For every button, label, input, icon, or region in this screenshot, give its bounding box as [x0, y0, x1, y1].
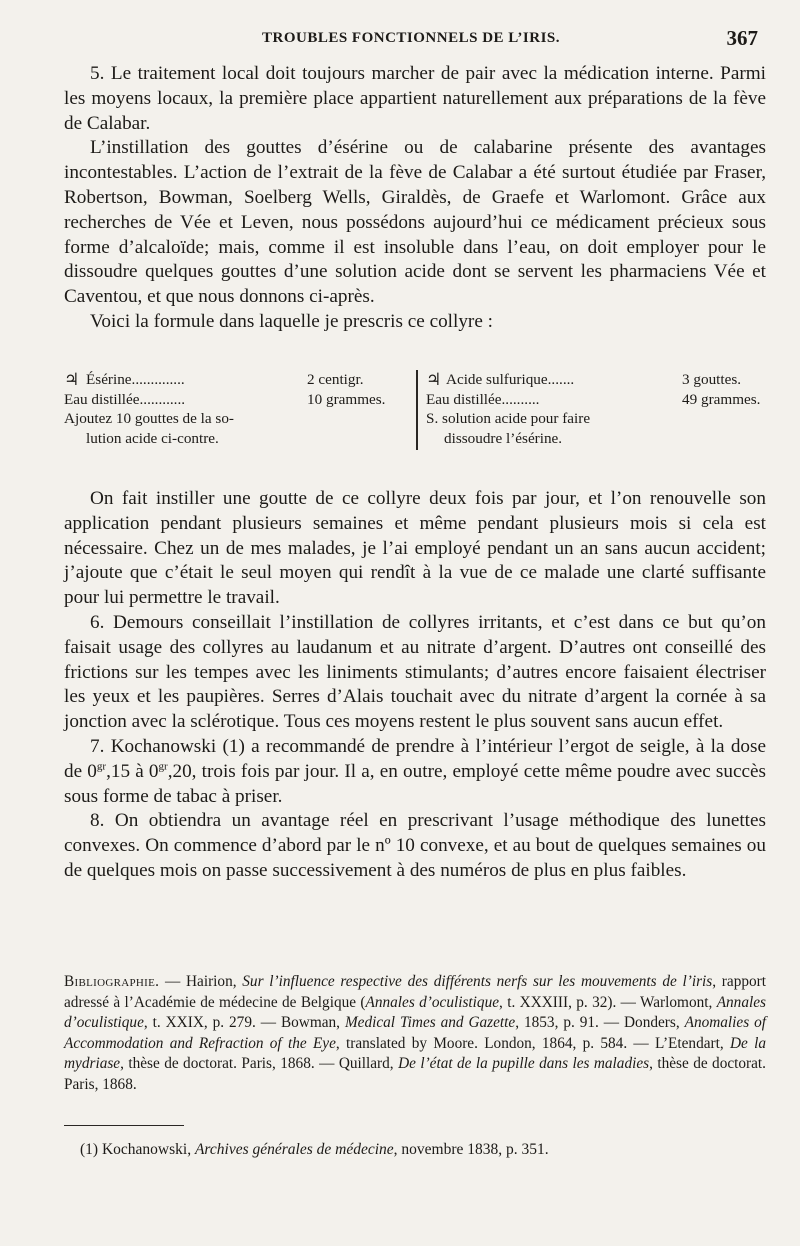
p7-text: ,15 à 0: [106, 760, 159, 782]
paragraph-7: [64, 735, 766, 809]
formula-item: [426, 370, 766, 390]
biblio-text: , translated by Moore. London, 1864, p. 584. — L’Etendart,: [335, 1034, 730, 1052]
formula-right-column: [426, 370, 766, 448]
paragraph-5: 5. Le traitement local doit toujours marcher de pair avec la médication interne. Parmi les moyens locaux, la première place appartient naturellement aux préparations de la fève de Calabar.: [64, 63, 766, 134]
footnote-mark: (1): [80, 1141, 99, 1158]
formula-divider: [416, 370, 418, 450]
running-title: TROUBLES FONCTIONNELS DE L’IRIS.: [261, 30, 561, 46]
footnote-rule: [64, 1125, 184, 1126]
biblio-text: , t. XXIX, p. 279. — Bowman,: [143, 1014, 345, 1032]
biblio-title: De la mydriase: [64, 1034, 766, 1073]
biblio-text: , t. XXXIII, p. 32). — Warlomont,: [499, 993, 717, 1011]
page-number: 367: [726, 26, 758, 50]
formula-item-label: Eau distillée..........: [426, 390, 540, 408]
biblio-title: Sur l’influence respective des différents nerfs sur les mouvements de l’iris: [242, 973, 713, 990]
formula-note: lution acide ci-contre.: [86, 429, 219, 447]
biblio-title: Medical Times and Gazette: [344, 1014, 516, 1032]
biblio-text: , thèse de doctorat. Paris, 1868. — Quillard,: [120, 1055, 399, 1073]
p7-text: ,20, trois fois par jour. Il a, en outre, employé cette même poudre avec succès sous forme de tabac à priser.: [64, 760, 766, 807]
p7-sup: gr: [158, 760, 168, 773]
formula-item-quantity: 10 grammes.: [307, 390, 386, 408]
biblio-text: , rapport adressé à l’Académie de médecine de Belgique (: [64, 973, 766, 1011]
running-head: [60, 26, 762, 56]
p7-sup: gr: [96, 760, 107, 773]
formula-item-quantity: 3 gouttes.: [682, 371, 742, 388]
body-text-top: [64, 62, 766, 335]
footnote: [80, 1140, 770, 1160]
prescription-formula: [64, 370, 766, 458]
biblio-text: , thèse de doctorat. Paris, 1868.: [64, 1055, 766, 1093]
formula-item-quantity: 2 centigr.: [307, 371, 364, 388]
body-text-bottom: [64, 487, 766, 884]
formula-item-label: Acide sulfurique.......: [446, 371, 575, 388]
biblio-title: Anomalies of Accommodation and Refraction of the Eye: [64, 1014, 766, 1052]
formula-item: [64, 370, 409, 390]
bibliography: [64, 972, 766, 1096]
formula-left-column: [64, 370, 409, 448]
paragraph-dosage: On fait instiller une goutte de ce collyre deux fois par jour, et l’on renouvelle son application pendant plusieurs semaines et même pendant plusieurs mois si cela est nécessaire. Chez un de mes malades, je l’ai employé pendant un an sans aucun accident; j’ajoute que c’était le seul moyen qui rendît à la vue de ce malade une clarté suffisante pour lui permettre le travail.: [64, 488, 766, 609]
paragraph-6: 6. Demours conseillait l’instillation de collyres irritants, et c’est dans ce but qu’on faisait usage des collyres au laudanum et au nitrate d’argent. D’autres ont conseillé des frictions sur les tempes avec les liniments stimulants; d’autres encore faisaient électriser les yeux et les paupières. Serres d’Alais touchait avec du nitrate d’argent la cornée à sa jonction avec la sclérotique. Tous ces moyens restent le plus souvent sans aucun effet.: [64, 611, 766, 733]
paragraph-formula-intro: Voici la formule dans laquelle je prescris ce collyre :: [90, 310, 493, 332]
biblio-text: — Hairion,: [159, 973, 243, 990]
biblio-title: Annales d’oculistique: [64, 993, 766, 1032]
p7-text: 7. Kochanowski (1) a recommandé de prendre à l’intérieur l’ergot de seigle, à la dose de 0: [64, 735, 766, 782]
footnote-text: , novembre 1838, p. 351.: [393, 1141, 549, 1158]
formula-item-label: Ésérine..............: [86, 371, 185, 388]
formula-item: [64, 390, 409, 410]
biblio-title: De l’état de la pupille dans les maladies: [398, 1055, 650, 1073]
footnote-title: Archives générales de médecine: [194, 1141, 394, 1158]
formula-item-label: Eau distillée............: [64, 390, 186, 408]
formula-item: [426, 390, 766, 410]
footnote-text: Kochanowski,: [98, 1141, 195, 1158]
formula-note: Ajoutez 10 gouttes de la so-: [64, 410, 234, 427]
formula-note: S. solution acide pour faire: [426, 410, 591, 427]
paragraph-8: 8. On obtiendra un avantage réel en prescrivant l’usage méthodique des lunettes convexes. On commence d’abord par le nº 10 convexe, et au bout de quelques semaines ou de quelques mois on passe successivement à des numéros de plus en plus faibles.: [64, 810, 766, 881]
biblio-text: , 1853, p. 91. — Donders,: [515, 1014, 685, 1032]
recipe-symbol-icon: ♃: [64, 370, 80, 389]
bibliography-label: Bibliographie.: [64, 973, 160, 990]
paragraph-eserine: L’instillation des gouttes d’ésérine ou de calabarine présente des avantages incontestables. L’action de l’extrait de la fève de Calabar a été surtout étudiée par Fraser, Robertson, Bowman, Soelberg Wells, Giraldès, de Graefe et Warlomont. Grâce aux recherches de Vée et Leven, nous possédons aujourd’hui ce médicament précieux sous forme d’alcaloïde; mais, comme il est insoluble dans l’eau, on doit employer pour le dissoudre quelques gouttes d’une solution acide dont se servent les pharmaciens Vée et Caventou, et que nous donnons ci-après.: [64, 137, 766, 308]
recipe-symbol-icon: ♃: [426, 370, 442, 389]
biblio-title: Annales d’oculistique: [365, 993, 500, 1011]
formula-note: dissoudre l’ésérine.: [444, 429, 563, 447]
formula-item-quantity: 49 grammes.: [682, 390, 761, 408]
